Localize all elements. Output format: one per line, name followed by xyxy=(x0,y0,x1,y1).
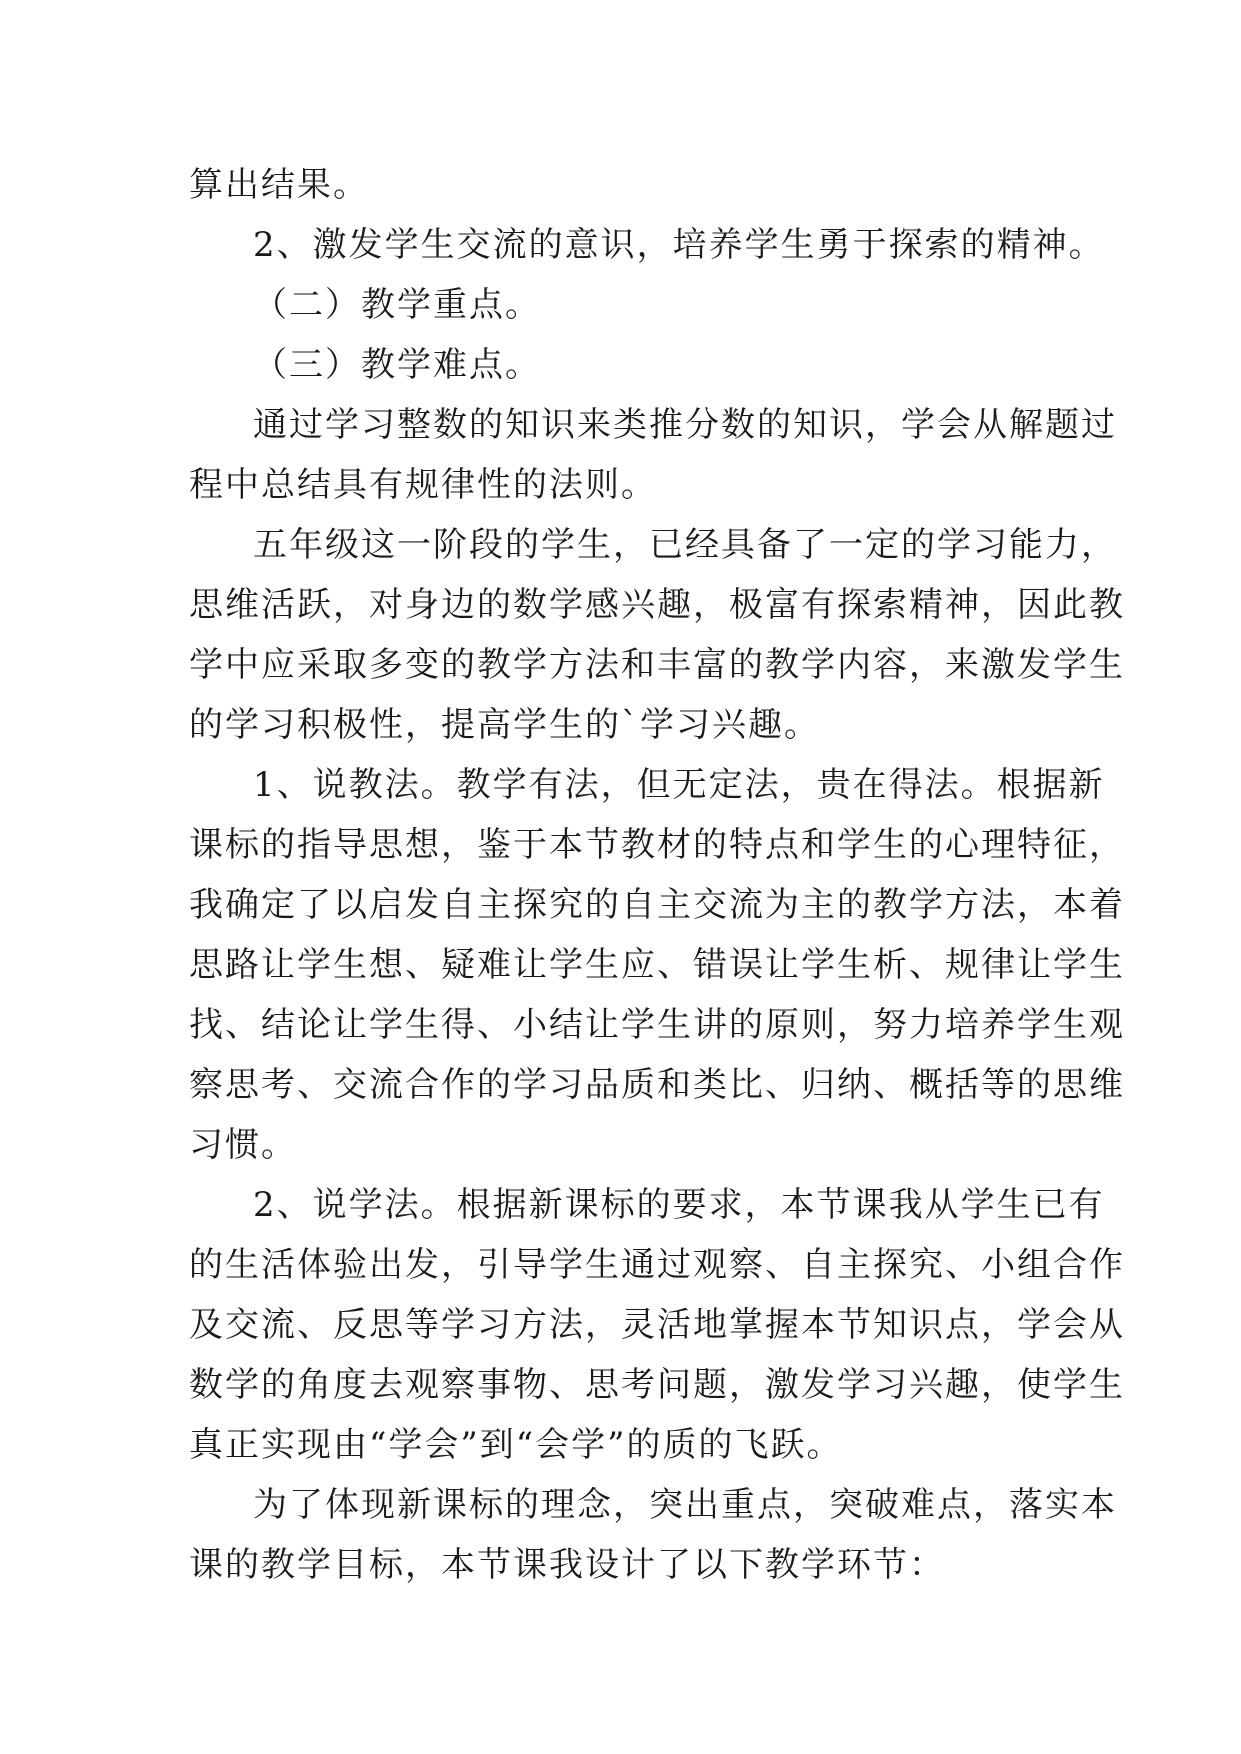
text-line: 课标的指导思想，鉴于本节教材的特点和学生的心理特征， xyxy=(189,825,1125,865)
text-line: 思路让学生想、疑难让学生应、错误让学生析、规律让学生 xyxy=(189,945,1125,985)
text-line: 2、说学法。根据新课标的要求，本节课我从学生已有 xyxy=(253,1185,1105,1225)
section-heading: （二）教学重点。 xyxy=(253,285,541,325)
text-line: 思维活跃，对身边的数学感兴趣，极富有探索精神，因此教 xyxy=(189,585,1125,625)
text-line: 1、说教法。教学有法，但无定法，贵在得法。根据新 xyxy=(253,765,1105,805)
section-heading: （三）教学难点。 xyxy=(253,345,541,385)
text-line: 我确定了以启发自主探究的自主交流为主的教学方法，本着 xyxy=(189,885,1125,925)
text-line: 算出结果。 xyxy=(189,165,369,205)
text-line: 五年级这一阶段的学生，已经具备了一定的学习能力， xyxy=(253,525,1117,565)
text-line: 的生活体验出发，引导学生通过观察、自主探究、小组合作 xyxy=(189,1245,1125,1285)
text-line: 察思考、交流合作的学习品质和类比、归纳、概括等的思维 xyxy=(189,1065,1125,1105)
document-body xyxy=(189,155,1125,1595)
text-line: 2、激发学生交流的意识，培养学生勇于探索的精神。 xyxy=(253,225,1105,265)
text-line: 学中应采取多变的教学方法和丰富的教学内容，来激发学生 xyxy=(189,645,1125,685)
text-line: 及交流、反思等学习方法，灵活地掌握本节知识点，学会从 xyxy=(189,1305,1125,1345)
text-line: 的学习积极性，提高学生的`学习兴趣。 xyxy=(189,705,820,745)
text-line: 课的教学目标，本节课我设计了以下教学环节： xyxy=(189,1545,945,1585)
text-line: 为了体现新课标的理念，突出重点，突破难点，落实本 xyxy=(253,1485,1117,1525)
text-line: 通过学习整数的知识来类推分数的知识，学会从解题过 xyxy=(253,405,1117,445)
text-line: 真正实现由“学会”到“会学”的质的飞跃。 xyxy=(189,1425,843,1465)
text-line: 数学的角度去观察事物、思考问题，激发学习兴趣，使学生 xyxy=(189,1365,1125,1405)
text-line: 程中总结具有规律性的法则。 xyxy=(189,465,657,505)
text-line: 找、结论让学生得、小结让学生讲的原则，努力培养学生观 xyxy=(189,1005,1125,1045)
text-line: 习惯。 xyxy=(189,1125,297,1165)
